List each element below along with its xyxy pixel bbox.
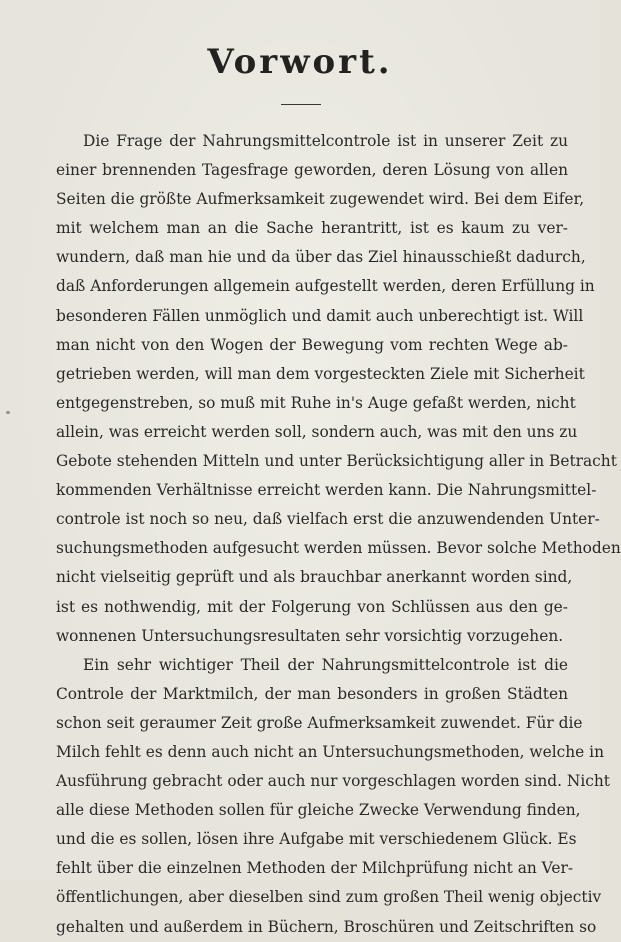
- text-line: wundern, daß man hie und da über das Ziel hinausschießt dadurch,: [56, 248, 586, 267]
- text-line: daß Anforderungen allgemein aufgestellt werden, deren Erfüllung in: [56, 277, 595, 296]
- body-text: [56, 127, 621, 942]
- text-line: man nicht von den Wogen der Bewegung vom rechten Wege ab-: [56, 335, 568, 354]
- text-line: Gebote stehenden Mitteln und unter Berücksichtigung aller in Betracht: [56, 452, 617, 471]
- text-line: gehalten und außerdem in Büchern, Broschüren und Zeitschriften so: [56, 917, 597, 936]
- text-line: kommenden Verhältnisse erreicht werden kann. Die Nahrungsmittel-: [56, 481, 597, 500]
- text-line: Milch fehlt es denn auch nicht an Untersuchungsmethoden, welche in: [56, 742, 604, 761]
- text-line: und die es sollen, lösen ihre Aufgabe mit verschiedenem Glück. Es: [56, 830, 577, 849]
- text-line: fehlt über die einzelnen Methoden der Milchprüfung nicht an Ver-: [56, 859, 574, 878]
- page-title: Vorwort.: [207, 42, 393, 82]
- text-line: Controle der Marktmilch, der man besonders in großen Städten: [56, 684, 568, 703]
- text-line: Ein sehr wichtiger Theil der Nahrungsmittelcontrole ist die: [83, 655, 568, 674]
- text-line: Seiten die größte Aufmerksamkeit zugewendet wird. Bei dem Eifer,: [56, 190, 585, 209]
- text-line: öffentlichungen, aber dieselben sind zum großen Theil wenig objectiv: [56, 888, 602, 907]
- paper-speck: [6, 411, 10, 414]
- text-line: suchungsmethoden aufgesucht werden müssen. Bevor solche Methoden: [56, 539, 621, 558]
- text-line: controle ist noch so neu, daß vielfach erst die anzuwendenden Unter-: [56, 510, 600, 529]
- paragraph-2: [56, 651, 610, 942]
- text-line: entgegenstreben, so muß mit Ruhe in's Auge gefaßt werden, nicht: [56, 393, 576, 412]
- text-line: schon seit geraumer Zeit große Aufmerksamkeit zuwendet. Für die: [56, 713, 583, 732]
- text-line: allein, was erreicht werden soll, sondern auch, was mit den uns zu: [56, 422, 578, 441]
- text-line: nicht vielseitig geprüft und als brauchbar anerkannt worden sind,: [56, 568, 573, 587]
- text-line: Die Frage der Nahrungsmittelcontrole ist in unserer Zeit zu: [83, 132, 568, 150]
- paragraph-1: [56, 127, 621, 651]
- text-line: alle diese Methoden sollen für gleiche Zwecke Verwendung finden,: [56, 801, 581, 820]
- text-line: besonderen Fällen unmöglich und damit auch unberechtigt ist. Will: [56, 306, 584, 325]
- text-line: getrieben werden, will man dem vorgesteckten Ziele mit Sicherheit: [56, 364, 585, 383]
- text-line: wonnenen Untersuchungsresultaten sehr vorsichtig vorzugehen.: [56, 626, 564, 645]
- text-line: ist es nothwendig, mit der Folgerung von Schlüssen aus den ge-: [56, 597, 568, 616]
- text-line: einer brennenden Tagesfrage geworden, deren Lösung von allen: [56, 161, 568, 180]
- text-line: Ausführung gebracht oder auch nur vorgeschlagen worden sind. Nicht: [56, 772, 610, 791]
- text-line: mit welchem man an die Sache herantritt, ist es kaum zu ver-: [56, 219, 568, 238]
- title-divider: [281, 104, 321, 105]
